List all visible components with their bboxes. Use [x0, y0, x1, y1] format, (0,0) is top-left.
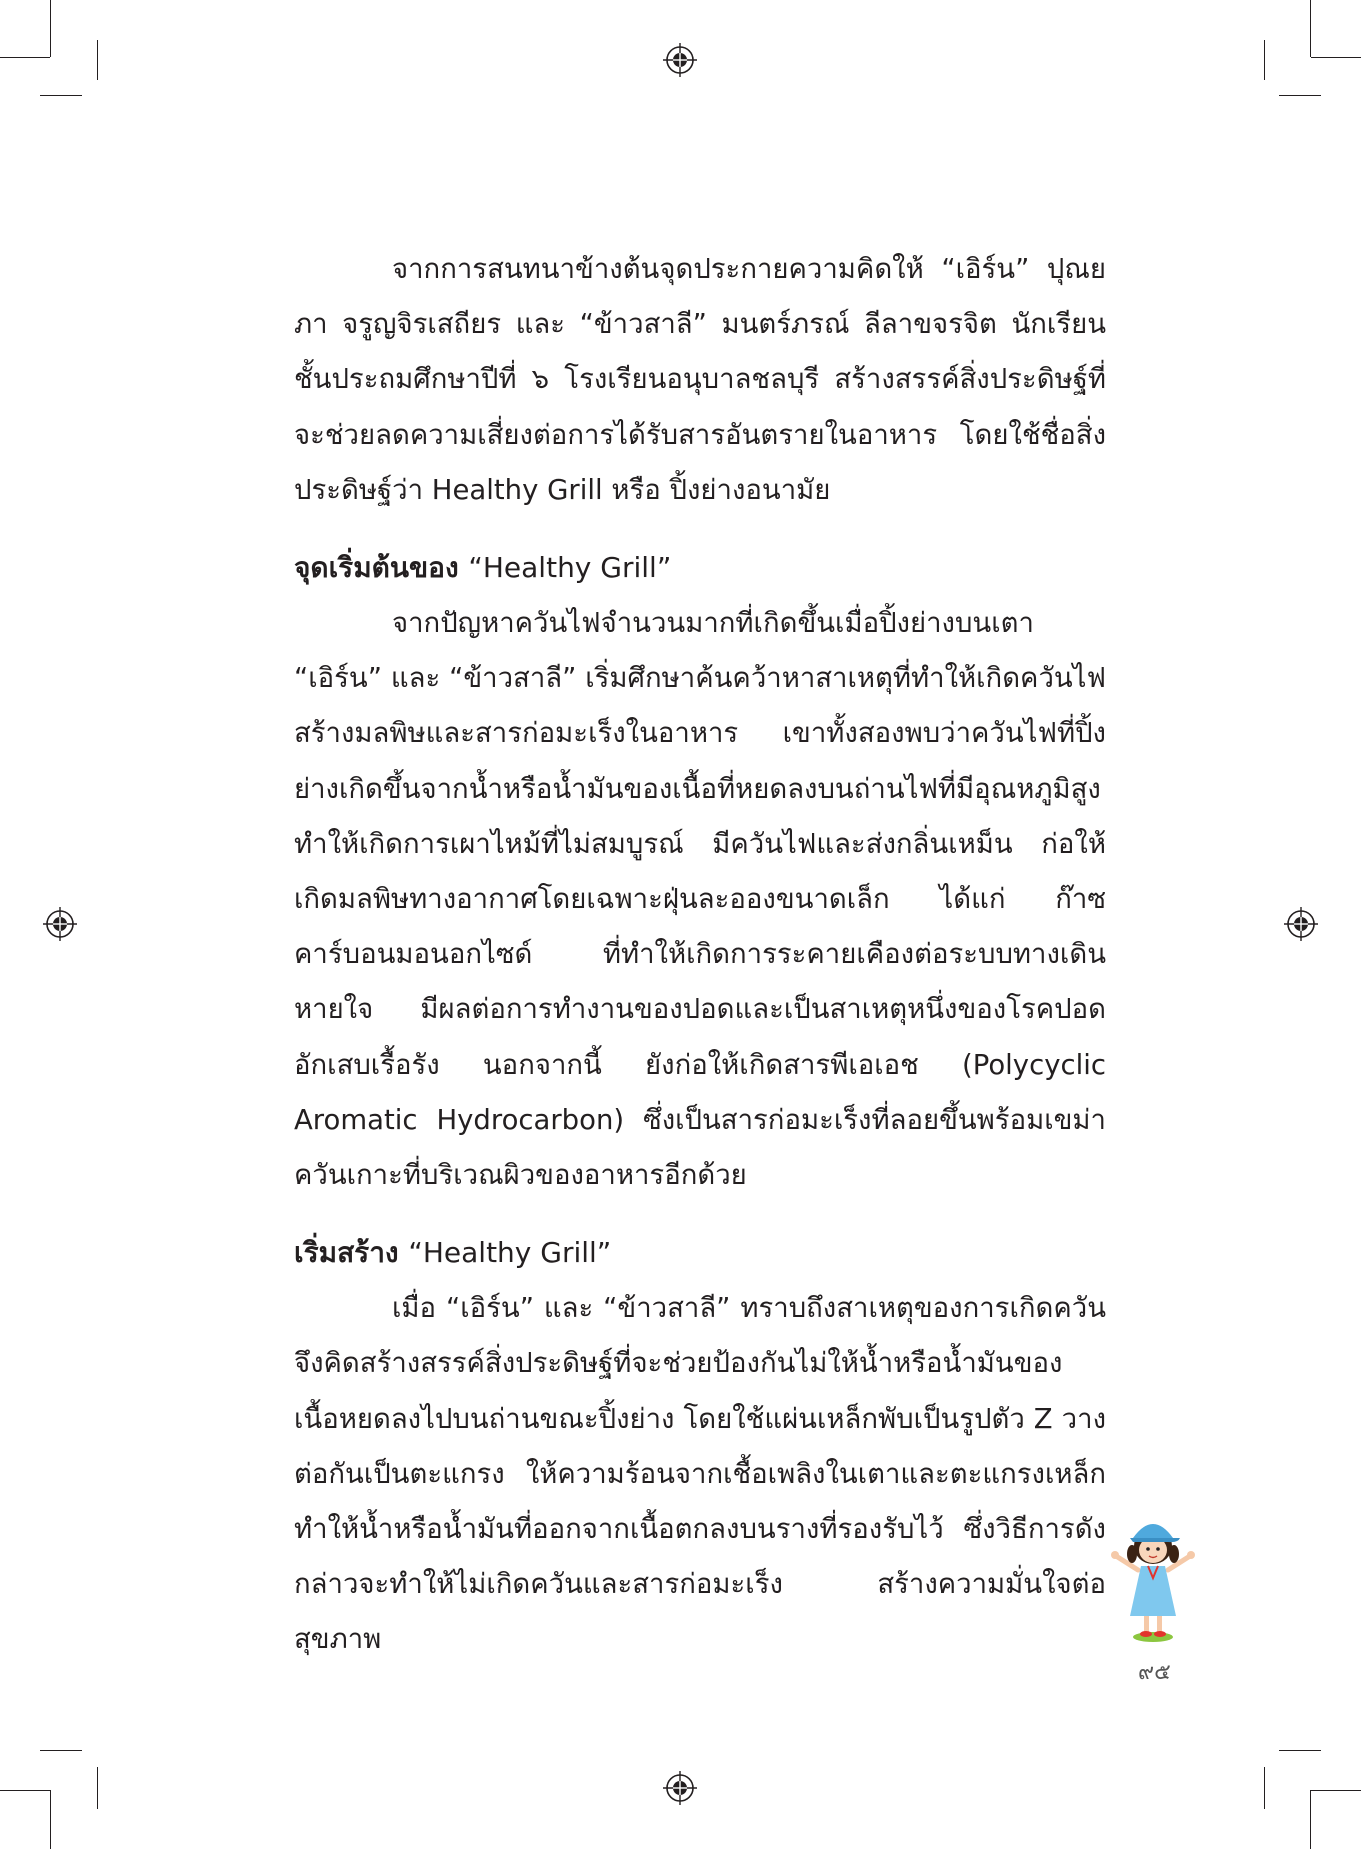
- article-body: [294, 242, 1106, 1668]
- crop-mark: [97, 40, 98, 80]
- section-heading-origin: [294, 540, 1106, 596]
- crop-mark: [1311, 57, 1361, 58]
- crop-mark: [50, 1790, 51, 1849]
- crop-mark: [50, 0, 51, 57]
- intro-paragraph: จากการสนทนาข้างต้นจุดประกายความคิดให้ “เอิร์น” ปุณยภา จรูญจิรเสถียร และ “ข้าวสาลี” มนตร์ภรณ์ ลีลาขจรจิต นักเรียนชั้นประถมศึกษาปีที่ ๖ โรงเรียนอนุบาลชลบุรี สร้างสรรค์สิ่งประดิษฐ์ที่จะช่วยลดความเสี่ยงต่อการได้รับสารอันตรายในอาหาร โดยใช้ชื่อสิ่งประดิษฐ์ว่า Healthy Grill หรือ ปิ้งย่างอนามัย: [294, 253, 1106, 506]
- girl-mascot-icon: [1108, 1508, 1198, 1643]
- heading-thai: จุดเริ่มต้นของ: [294, 551, 459, 585]
- heading-english: “Healthy Grill”: [468, 551, 672, 585]
- registration-mark-icon: [663, 1771, 697, 1805]
- registration-mark-icon: [663, 43, 697, 77]
- page-number: ๙๕: [1138, 1660, 1171, 1685]
- crop-mark: [97, 1767, 98, 1809]
- origin-paragraph: จากปัญหาควันไฟจำนวนมากที่เกิดขึ้นเมื่อปิ้งย่างบนเตา “เอิร์น” และ “ข้าวสาลี” เริ่มศึกษาค้นคว้าหาสาเหตุที่ทำให้เกิดควันไฟสร้างมลพิษและสารก่อมะเร็งในอาหาร เขาทั้งสองพบว่าควันไฟที่ปิ้งย่างเกิดขึ้นจากน้ำหรือน้ำมันของเนื้อที่หยดลงบนถ่านไฟที่มีอุณหภูมิสูง ทำให้เกิดการเผาไหม้ที่ไม่สมบูรณ์ มีควันไฟและส่งกลิ่นเหม็น ก่อให้เกิดมลพิษทางอากาศโดยเฉพาะฝุ่นละอองขนาดเล็ก ได้แก่ ก๊าซคาร์บอนมอนอกไซด์ ที่ทำให้เกิดการระคายเคืองต่อระบบทางเดินหายใจ มีผลต่อการทำงานของปอดและเป็นสาเหตุหนึ่งของโรคปอดอักเสบเรื้อรัง นอกจากนี้ ยังก่อให้เกิดสารพีเอเอช (Polycyclic Aromatic Hydrocarbon) ซึ่งเป็นสารก่อมะเร็งที่ลอยขึ้นพร้อมเขม่าควันเกาะที่บริเวณผิวของอาหารอีกด้วย: [294, 607, 1106, 1192]
- crop-mark: [40, 95, 82, 96]
- crop-mark: [1310, 1790, 1311, 1849]
- section-heading-build: [294, 1225, 1106, 1281]
- heading-thai: เริ่มสร้าง: [294, 1236, 399, 1270]
- crop-mark: [1311, 1790, 1361, 1791]
- crop-mark: [1279, 95, 1321, 96]
- crop-mark: [0, 57, 50, 58]
- crop-mark: [40, 1750, 82, 1751]
- crop-mark: [1264, 40, 1265, 80]
- build-paragraph: เมื่อ “เอิร์น” และ “ข้าวสาลี” ทราบถึงสาเหตุของการเกิดควันจึงคิดสร้างสรรค์สิ่งประดิษฐ์ที่จะช่วยป้องกันไม่ให้น้ำหรือน้ำมันของเนื้อหยดลงไปบนถ่านขณะปิ้งย่าง โดยใช้แผ่นเหล็กพับเป็นรูปตัว Z วางต่อกันเป็นตะแกรง ให้ความร้อนจากเชื้อเพลิงในเตาและตะแกรงเหล็ก ทำให้น้ำหรือน้ำมันที่ออกจากเนื้อตกลงบนรางที่รองรับไว้ ซึ่งวิธีการดังกล่าวจะทำให้ไม่เกิดควันและสารก่อมะเร็ง สร้างความมั่นใจต่อสุขภาพ: [294, 1292, 1106, 1656]
- registration-mark-icon: [43, 907, 77, 941]
- heading-english: “Healthy Grill”: [408, 1236, 612, 1270]
- crop-mark: [0, 1790, 50, 1791]
- registration-mark-icon: [1284, 907, 1318, 941]
- crop-mark: [1264, 1767, 1265, 1809]
- crop-mark: [1279, 1750, 1321, 1751]
- crop-mark: [1310, 0, 1311, 57]
